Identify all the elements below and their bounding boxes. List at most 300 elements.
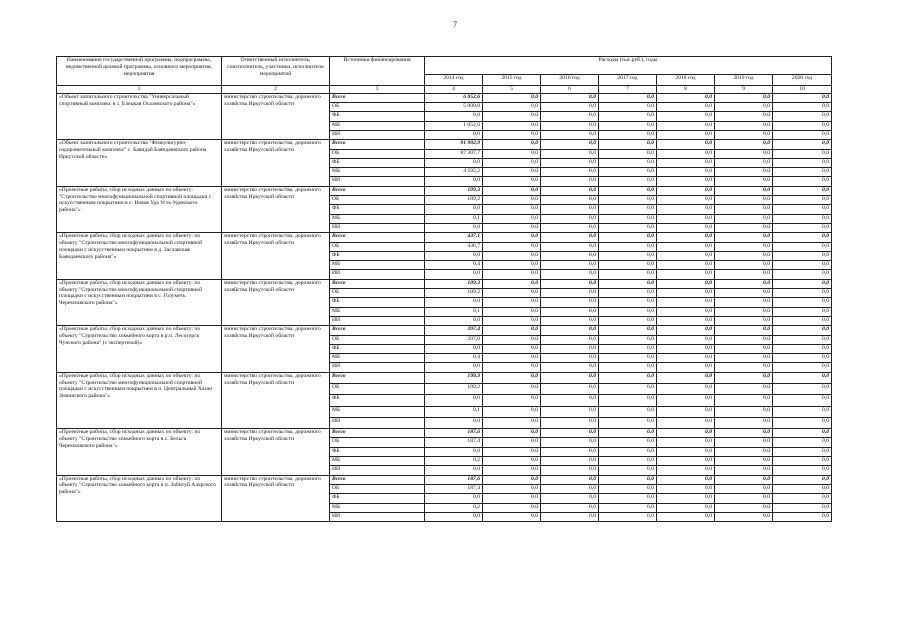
- expense-value: 0,0: [599, 457, 657, 466]
- expense-value: 0,0: [541, 103, 599, 112]
- expense-value: 199,3: [425, 372, 483, 383]
- expense-value: 0,2: [425, 503, 483, 512]
- expense-value: 0,0: [541, 149, 599, 158]
- expense-value: 0,0: [773, 484, 832, 493]
- expense-value: 0,0: [483, 223, 541, 232]
- expense-value: 0,0: [773, 395, 832, 406]
- table-body: [57, 93, 832, 521]
- expense-value: 0,0: [715, 251, 773, 260]
- expense-value: 0,0: [599, 158, 657, 167]
- expense-value: 0,0: [483, 494, 541, 503]
- expense-value: 0,0: [541, 186, 599, 195]
- expense-value: 0,0: [425, 494, 483, 503]
- expense-value: 0,0: [541, 457, 599, 466]
- expense-value: 0,0: [715, 242, 773, 251]
- expense-value: 0,0: [773, 447, 832, 456]
- expense-value: 0,0: [657, 417, 715, 428]
- expense-value: 0,0: [483, 186, 541, 195]
- expense-value: 0,0: [483, 168, 541, 177]
- expense-value: 0,0: [541, 372, 599, 383]
- expense-value: 0,0: [657, 466, 715, 475]
- responsible-executor: министерство строительства, дорожного хозяйства Иркутской области: [222, 326, 330, 372]
- expense-value: 0,0: [541, 251, 599, 260]
- expense-value: 0,0: [483, 196, 541, 205]
- funding-source: Всего: [330, 140, 425, 149]
- expense-value: 0,0: [541, 130, 599, 139]
- expense-value: 0,0: [773, 466, 832, 475]
- column-number: 9: [715, 86, 773, 94]
- funding-source: Всего: [330, 186, 425, 195]
- expense-value: 0,0: [599, 417, 657, 428]
- column-number: 10: [773, 86, 832, 94]
- expense-value: 0,0: [773, 168, 832, 177]
- expense-value: 0,0: [599, 429, 657, 438]
- expense-value: 0,0: [773, 279, 832, 288]
- expense-value: 0,0: [483, 214, 541, 223]
- expense-value: 0,0: [599, 140, 657, 149]
- expense-value: 187,4: [425, 484, 483, 493]
- expense-value: 0,0: [773, 438, 832, 447]
- expense-value: 0,0: [657, 438, 715, 447]
- funding-source: ФБ: [330, 447, 425, 456]
- expense-value: 0,0: [773, 93, 832, 102]
- expense-value: 0,0: [541, 242, 599, 251]
- expense-value: 0,0: [599, 121, 657, 130]
- expense-value: 0,0: [483, 103, 541, 112]
- column-number: 4: [425, 86, 483, 94]
- expense-value: 0,1: [425, 214, 483, 223]
- expense-value: 0,0: [425, 466, 483, 475]
- expense-value: 0,0: [483, 242, 541, 251]
- header-year: 2017 год: [599, 75, 657, 86]
- expense-value: 0,0: [599, 270, 657, 279]
- expense-value: 0,0: [541, 512, 599, 521]
- expense-value: 0,0: [483, 512, 541, 521]
- expense-value: 0,0: [773, 196, 832, 205]
- expense-value: 0,0: [715, 494, 773, 503]
- expense-value: 0,0: [599, 242, 657, 251]
- responsible-executor: министерство строительства, дорожного хозяйства Иркутской области: [222, 186, 330, 232]
- expense-value: 0,0: [483, 270, 541, 279]
- funding-source: МБ: [330, 214, 425, 223]
- table-row: [57, 186, 832, 195]
- expense-value: 0,0: [599, 494, 657, 503]
- expense-value: 0,0: [773, 494, 832, 503]
- expense-value: 0,0: [657, 363, 715, 372]
- expense-value: 0,0: [425, 177, 483, 186]
- expense-value: 0,0: [483, 475, 541, 484]
- expense-value: 0,0: [599, 307, 657, 316]
- expense-value: 0,0: [599, 298, 657, 307]
- expense-value: 0,0: [715, 438, 773, 447]
- expense-value: 0,0: [483, 140, 541, 149]
- expense-value: 0,0: [657, 354, 715, 363]
- expense-value: 0,0: [483, 447, 541, 456]
- funding-source: Всего: [330, 475, 425, 484]
- expense-value: 0,0: [657, 475, 715, 484]
- expense-value: 0,0: [657, 149, 715, 158]
- funding-source: ОБ: [330, 484, 425, 493]
- funding-source: МБ: [330, 168, 425, 177]
- expense-value: 0,0: [715, 307, 773, 316]
- expense-value: 0,0: [715, 289, 773, 298]
- expense-value: 0,0: [657, 242, 715, 251]
- expense-value: 0,0: [483, 93, 541, 102]
- header-year: 2016 год: [541, 75, 599, 86]
- expense-value: 0,0: [541, 168, 599, 177]
- expense-value: 0,0: [483, 326, 541, 335]
- expense-value: 0,0: [773, 251, 832, 260]
- program-name: «Проектные работы, сбор исходных данных по объекту: по объекту "Строительство многофункциональной спортивной площадки с искусственным покрытием в д. Заславская Баяндаевского района"»: [57, 233, 222, 279]
- expense-value: 0,0: [657, 251, 715, 260]
- expense-value: 0,0: [541, 447, 599, 456]
- funding-source: ОБ: [330, 196, 425, 205]
- expense-value: 0,0: [599, 466, 657, 475]
- expense-value: 0,0: [425, 417, 483, 428]
- expense-value: 0,0: [599, 406, 657, 417]
- expense-value: 0,0: [715, 466, 773, 475]
- expense-value: 0,0: [541, 261, 599, 270]
- funding-source: ФБ: [330, 112, 425, 121]
- page-number: 7: [453, 20, 457, 29]
- expense-value: 0,0: [773, 261, 832, 270]
- expense-value: 0,0: [599, 438, 657, 447]
- expense-value: 0,0: [773, 233, 832, 242]
- expense-value: 0,0: [715, 196, 773, 205]
- expense-value: 0,0: [483, 335, 541, 344]
- expense-value: 0,0: [715, 205, 773, 214]
- expense-value: 0,0: [599, 149, 657, 158]
- funding-source: Всего: [330, 326, 425, 335]
- expense-value: 0,0: [715, 484, 773, 493]
- header-year: 2018 год: [657, 75, 715, 86]
- expense-value: 0,0: [483, 484, 541, 493]
- header-year: 2019 год: [715, 75, 773, 86]
- funding-source: ОБ: [330, 103, 425, 112]
- expense-value: 0,0: [715, 363, 773, 372]
- expense-value: 0,0: [773, 512, 832, 521]
- expense-value: 0,0: [715, 372, 773, 383]
- expense-value: 0,0: [657, 316, 715, 325]
- expense-value: 0,0: [599, 279, 657, 288]
- expense-value: 0,0: [483, 316, 541, 325]
- funding-source: ИИ: [330, 466, 425, 475]
- expense-value: 0,0: [657, 344, 715, 353]
- expense-value: 199,2: [425, 384, 483, 395]
- table-row: [57, 429, 832, 438]
- expense-value: 0,0: [773, 223, 832, 232]
- expense-value: 0,0: [541, 354, 599, 363]
- table-row: [57, 326, 832, 335]
- expense-value: 0,0: [715, 447, 773, 456]
- funding-source: МБ: [330, 503, 425, 512]
- expense-value: 0,0: [657, 121, 715, 130]
- expense-value: 0,0: [657, 447, 715, 456]
- funding-source: ИИ: [330, 270, 425, 279]
- expense-value: 0,0: [773, 270, 832, 279]
- expense-value: 0,0: [541, 475, 599, 484]
- expense-value: 0,0: [483, 149, 541, 158]
- header-responsible: Ответственный исполнитель, соисполнитель, участники, исполнители мероприятий: [222, 57, 330, 86]
- funding-source: МБ: [330, 354, 425, 363]
- expense-value: 0,0: [541, 93, 599, 102]
- expense-value: 0,0: [541, 438, 599, 447]
- responsible-executor: министерство строительства, дорожного хозяйства Иркутской области: [222, 372, 330, 428]
- funding-source: Всего: [330, 372, 425, 383]
- header-program-name: Наименование государственной программы, подпрограммы, ведомственной целевой программы, основного мероприятия, мероприятия: [57, 57, 222, 86]
- expense-value: 0,0: [541, 289, 599, 298]
- expense-value: 0,0: [599, 186, 657, 195]
- program-name: «Проектные работы, сбор исходных данных по объекту: "Строительство многофункциональной спортивной площадки с искусственным покрытием в с. Новая Уда Усть-Удинского района"»: [57, 186, 222, 232]
- expense-value: 0,0: [657, 406, 715, 417]
- table-row: [57, 233, 832, 242]
- expense-value: 187,6: [425, 475, 483, 484]
- expense-value: 0,1: [425, 307, 483, 316]
- expense-value: 0,0: [541, 466, 599, 475]
- expense-value: 0,0: [657, 130, 715, 139]
- expense-value: 0,0: [425, 205, 483, 214]
- expense-value: 0,0: [715, 214, 773, 223]
- column-number: 8: [657, 86, 715, 94]
- expense-value: 0,0: [541, 316, 599, 325]
- expense-value: 0,0: [773, 335, 832, 344]
- expense-value: 0,0: [599, 214, 657, 223]
- expense-value: 0,0: [715, 103, 773, 112]
- expense-value: 0,0: [483, 384, 541, 395]
- expense-value: 0,0: [773, 140, 832, 149]
- expense-value: 0,0: [773, 344, 832, 353]
- expense-value: 0,0: [657, 233, 715, 242]
- expense-value: 187,4: [425, 438, 483, 447]
- expense-value: 0,0: [541, 384, 599, 395]
- expense-value: 0,0: [657, 158, 715, 167]
- expense-value: 0,0: [425, 298, 483, 307]
- responsible-executor: министерство строительства, дорожного хозяйства Иркутской области: [222, 140, 330, 186]
- expense-value: 0,0: [425, 251, 483, 260]
- funding-source: ФБ: [330, 298, 425, 307]
- expense-value: 0,0: [483, 177, 541, 186]
- expense-value: 0,0: [599, 168, 657, 177]
- expense-value: 0,0: [541, 223, 599, 232]
- program-name: «Проектные работы, сбор исходных данных по объекту: по объекту "Строительство хоккейного корта в р.п. Лесогорск Чунского района" (с экспертизой)»: [57, 326, 222, 372]
- expense-value: 0,0: [657, 214, 715, 223]
- expense-value: 87 307,7: [425, 149, 483, 158]
- expense-value: 0,0: [483, 298, 541, 307]
- expense-value: 0,0: [541, 429, 599, 438]
- column-number: 1: [57, 86, 222, 94]
- expense-value: 0,0: [657, 307, 715, 316]
- expense-value: 0,0: [599, 447, 657, 456]
- expense-value: 0,0: [715, 316, 773, 325]
- funding-source: ФБ: [330, 395, 425, 406]
- expense-value: 0,0: [715, 384, 773, 395]
- expense-value: 0,0: [773, 372, 832, 383]
- expense-value: 0,0: [599, 316, 657, 325]
- expense-value: 0,0: [599, 112, 657, 121]
- expense-value: 0,0: [773, 429, 832, 438]
- expense-value: 91 902,9: [425, 140, 483, 149]
- expense-value: 0,0: [715, 429, 773, 438]
- expense-value: 0,0: [541, 205, 599, 214]
- expense-value: 0,0: [483, 406, 541, 417]
- expense-value: 0,0: [541, 158, 599, 167]
- expense-value: 0,0: [657, 512, 715, 521]
- expense-value: 0,0: [541, 177, 599, 186]
- expense-value: 0,0: [715, 326, 773, 335]
- expense-value: 0,4: [425, 261, 483, 270]
- expense-value: 0,0: [483, 344, 541, 353]
- funding-source: Всего: [330, 429, 425, 438]
- expense-value: 0,0: [657, 140, 715, 149]
- expense-value: 0,0: [657, 168, 715, 177]
- expense-value: 0,0: [657, 326, 715, 335]
- expense-value: 0,0: [541, 196, 599, 205]
- funding-source: ИИ: [330, 316, 425, 325]
- expense-value: 0,0: [483, 354, 541, 363]
- table-header: [57, 57, 832, 94]
- expense-value: 0,0: [483, 438, 541, 447]
- expense-value: 0,0: [541, 395, 599, 406]
- expense-value: 0,0: [599, 130, 657, 139]
- expense-value: 0,0: [715, 354, 773, 363]
- expense-value: 0,0: [657, 270, 715, 279]
- expense-value: 0,0: [425, 344, 483, 353]
- expense-value: 0,0: [599, 93, 657, 102]
- expense-value: 0,0: [773, 289, 832, 298]
- expense-value: 0,0: [715, 223, 773, 232]
- expense-value: 0,0: [715, 140, 773, 149]
- funding-source: ИИ: [330, 223, 425, 232]
- expense-value: 0,0: [541, 140, 599, 149]
- expense-value: 0,0: [715, 335, 773, 344]
- funding-source: Всего: [330, 233, 425, 242]
- responsible-executor: министерство строительства, дорожного хозяйства Иркутской области: [222, 233, 330, 279]
- expense-value: 0,0: [599, 363, 657, 372]
- expense-value: 0,0: [599, 335, 657, 344]
- expense-value: 0,0: [541, 279, 599, 288]
- expense-value: 0,0: [657, 186, 715, 195]
- funding-source: ОБ: [330, 384, 425, 395]
- expense-value: 0,0: [657, 494, 715, 503]
- expense-value: 0,0: [425, 316, 483, 325]
- expense-value: 0,0: [541, 121, 599, 130]
- expense-value: 0,0: [599, 484, 657, 493]
- expense-value: 0,0: [483, 158, 541, 167]
- expense-value: 0,0: [425, 395, 483, 406]
- funding-source: ФБ: [330, 494, 425, 503]
- expense-value: 0,0: [425, 447, 483, 456]
- expense-value: 0,0: [657, 395, 715, 406]
- expense-value: 0,0: [483, 457, 541, 466]
- expense-value: 0,0: [483, 205, 541, 214]
- expense-value: 0,0: [715, 475, 773, 484]
- expense-value: 0,0: [541, 417, 599, 428]
- expense-value: 0,0: [425, 223, 483, 232]
- funding-source: ИИ: [330, 512, 425, 521]
- header-funding-source: Источники финансирования: [330, 57, 425, 86]
- funding-source: ОБ: [330, 149, 425, 158]
- expense-value: 6 052,6: [425, 93, 483, 102]
- funding-source: МБ: [330, 406, 425, 417]
- program-name: «Проектные работы, сбор исходных данных по объекту: по объекту "Строительство многофункциональной спортивной площадки с искусственным покрытием в п. Центральный Хазан Зиминского района"»: [57, 372, 222, 428]
- expense-value: 0,0: [483, 363, 541, 372]
- column-number: 5: [483, 86, 541, 94]
- expense-value: 0,0: [657, 223, 715, 232]
- expense-value: 0,0: [657, 335, 715, 344]
- funding-source: ФБ: [330, 251, 425, 260]
- expense-value: 0,0: [599, 475, 657, 484]
- expense-value: 0,0: [715, 130, 773, 139]
- expense-value: 0,0: [715, 344, 773, 353]
- funding-source: ОБ: [330, 335, 425, 344]
- expense-value: 0,0: [599, 103, 657, 112]
- table-row: [57, 93, 832, 102]
- column-number: 3: [330, 86, 425, 94]
- expense-value: 0,0: [541, 298, 599, 307]
- expense-value: 0,0: [483, 307, 541, 316]
- expense-value: 0,0: [715, 158, 773, 167]
- expense-value: 0,0: [715, 279, 773, 288]
- expense-value: 0,0: [773, 205, 832, 214]
- expense-value: 0,0: [657, 205, 715, 214]
- expense-value: 0,0: [657, 484, 715, 493]
- expense-value: 0,0: [773, 457, 832, 466]
- expense-value: 0,0: [657, 503, 715, 512]
- program-name: «Проектные работы, сбор исходных данных по объекту: по объекту "Строительство хоккейного корта в п. Забитуй Аларского района"»: [57, 475, 222, 521]
- table-row: [57, 140, 832, 149]
- expense-value: 0,0: [483, 372, 541, 383]
- header-year: 2014 год: [425, 75, 483, 86]
- expense-value: 0,0: [425, 112, 483, 121]
- funding-source: ФБ: [330, 158, 425, 167]
- header-expenses: Расходы (тыс.руб.), годы: [425, 57, 832, 75]
- expense-value: 0,0: [715, 298, 773, 307]
- expense-value: 0,0: [657, 279, 715, 288]
- table-row: [57, 279, 832, 288]
- funding-source: ФБ: [330, 205, 425, 214]
- expense-value: 0,0: [483, 112, 541, 121]
- expense-value: 0,0: [599, 372, 657, 383]
- expense-value: 0,0: [773, 242, 832, 251]
- funding-source: МБ: [330, 261, 425, 270]
- expense-value: 0,0: [773, 354, 832, 363]
- expense-value: 0,0: [773, 149, 832, 158]
- funding-source: ФБ: [330, 344, 425, 353]
- expense-value: 0,0: [715, 457, 773, 466]
- responsible-executor: министерство строительства, дорожного хозяйства Иркутской области: [222, 429, 330, 475]
- expense-value: 0,0: [599, 384, 657, 395]
- expense-value: 436,7: [425, 242, 483, 251]
- expense-value: 0,0: [773, 130, 832, 139]
- funding-source: МБ: [330, 457, 425, 466]
- table-row: [57, 475, 832, 484]
- expense-value: 0,0: [657, 384, 715, 395]
- expense-value: 4 595,2: [425, 168, 483, 177]
- expense-value: 0,0: [773, 112, 832, 121]
- expense-value: 0,0: [657, 93, 715, 102]
- expense-value: 0,0: [715, 512, 773, 521]
- funding-source: Всего: [330, 279, 425, 288]
- expense-value: 0,0: [541, 326, 599, 335]
- expense-value: 187,6: [425, 429, 483, 438]
- expense-value: 0,0: [773, 186, 832, 195]
- funding-source: ОБ: [330, 438, 425, 447]
- expense-value: 437,1: [425, 233, 483, 242]
- expense-value: 0,0: [425, 270, 483, 279]
- expense-value: 0,0: [773, 363, 832, 372]
- expense-value: 0,0: [541, 112, 599, 121]
- expense-value: 0,0: [657, 103, 715, 112]
